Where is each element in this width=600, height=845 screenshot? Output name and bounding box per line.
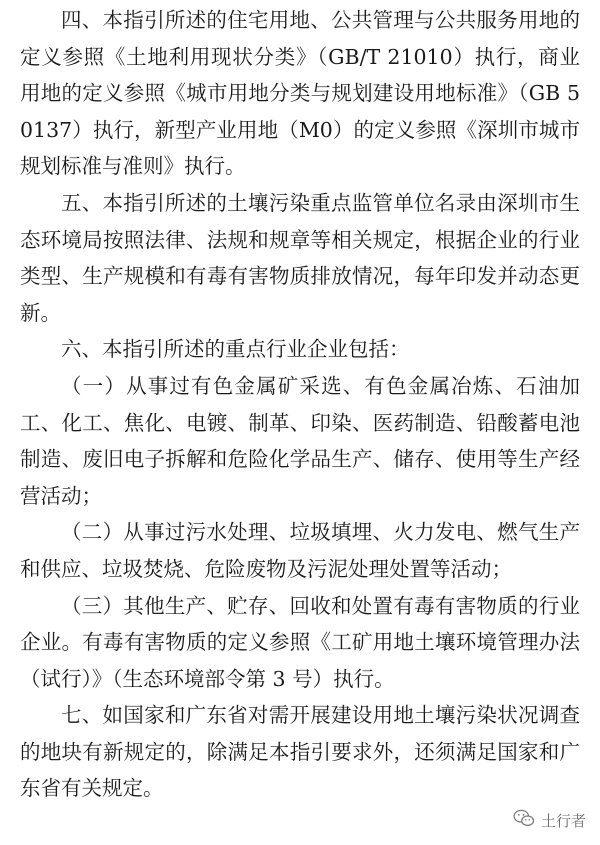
document-body [20,2,580,807]
watermark-text: 土行者 [540,811,586,830]
paragraph-6: 六、本指引所述的重点行业企业包括： [61,337,410,362]
wechat-icon [513,809,535,831]
paragraph-4: 四、本指引所述的住宅用地、公共管理与公共服务用地的定义参照《土地利用现状分类》（GB/T 21010）执行，商业用地的定义参照《城市用地分类与规划建设用地标准》（GB 50137）执行，新型产业用地（M0）的定义参照《深圳市城市规划标准与准则》执行。 [20,8,580,179]
paragraph-6-item-2: （二）从事过污水处理、垃圾填埋、火力发电、燃气生产和供应、垃圾焚烧、危险废物及污泥处理处置等活动； [20,520,580,581]
watermark [513,809,586,831]
paragraph-6-item-1: （一）从事过有色金属矿采选、有色金属冶炼、石油加工、化工、焦化、电镀、制革、印染、医药制造、铅酸蓄电池制造、废旧电子拆解和危险化学品生产、储存、使用等生产经营活动； [20,373,580,508]
paragraph-5: 五、本指引所述的土壤污染重点监管单位名录由深圳市生态环境局按照法律、法规和规章等相关规定，根据企业的行业类型、生产规模和有毒有害物质排放情况，每年印发并动态更新。 [20,190,580,325]
paragraph-7: 七、如国家和广东省对需开展建设用地土壤污染状况调查的地块有新规定的，除满足本指引要求外，还须满足国家和广东省有关规定。 [20,703,580,801]
paragraph-6-item-3: （三）其他生产、贮存、回收和处置有毒有害物质的行业企业。有毒有害物质的定义参照《工矿用地土壤环境管理办法（试行）》（生态环境部令第 3 号）执行。 [20,593,580,691]
